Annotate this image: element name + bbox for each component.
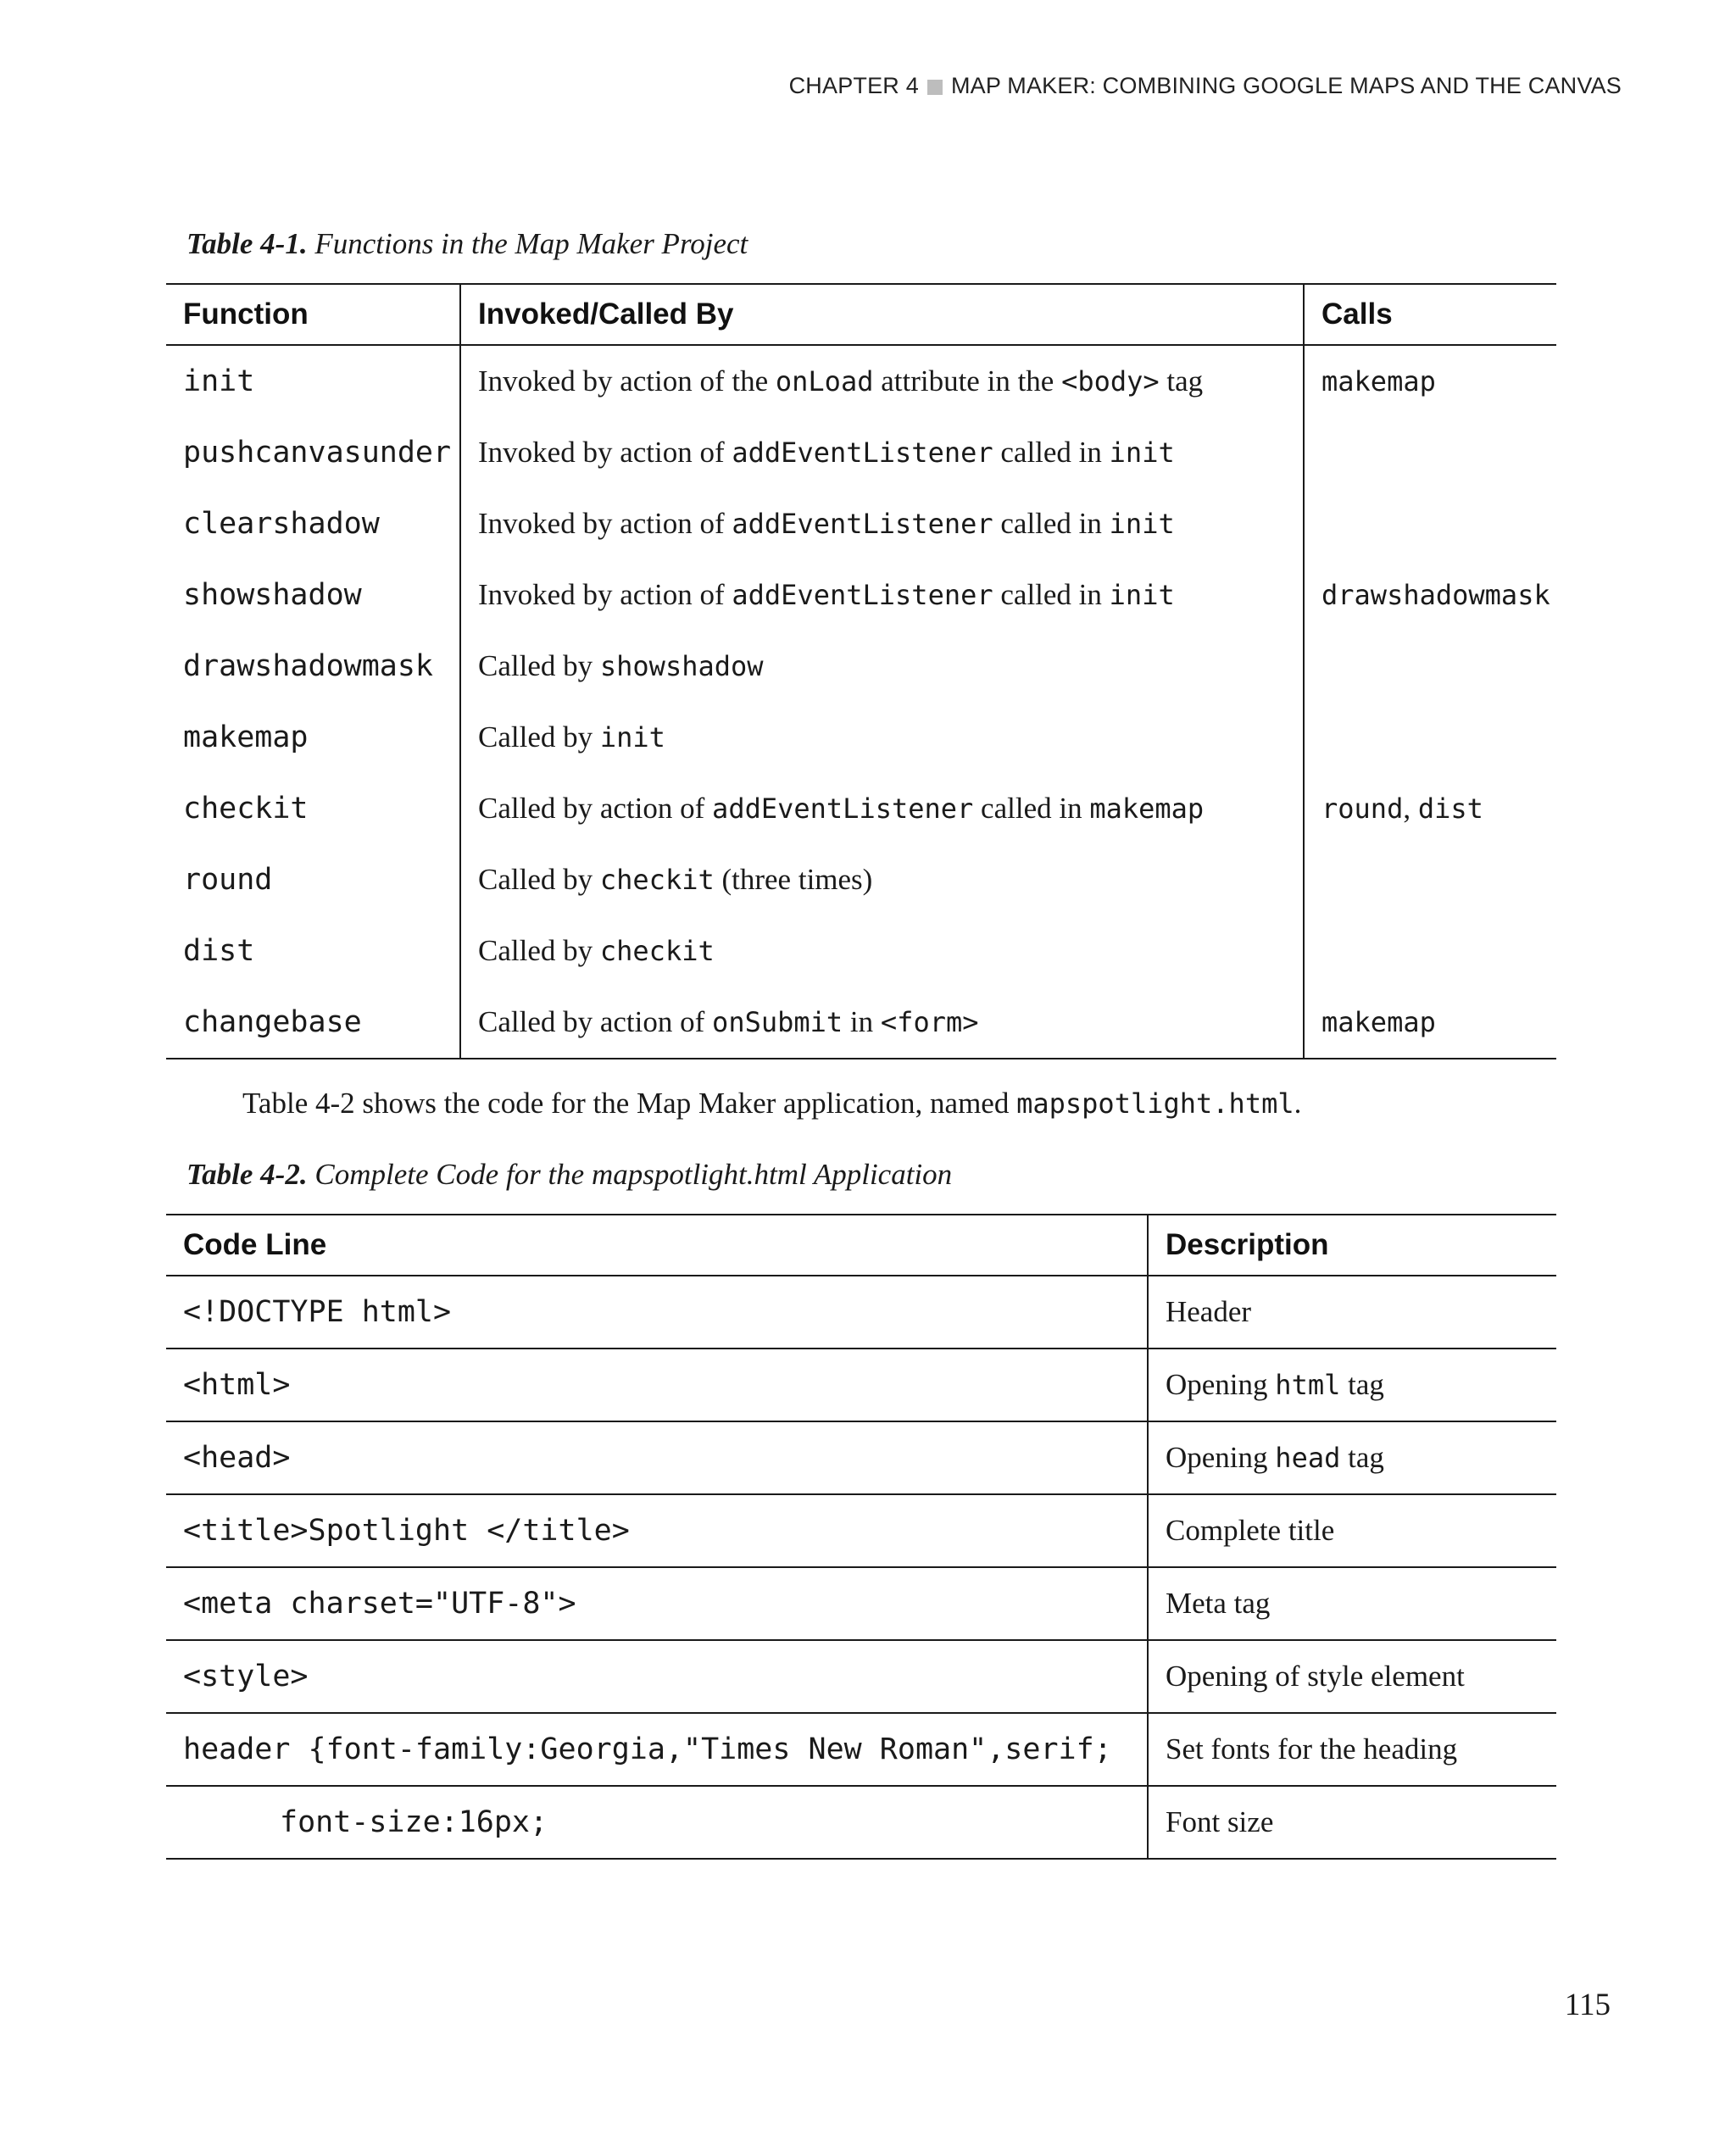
code-text: addEventListener — [732, 579, 993, 611]
function-name: checkit — [183, 792, 309, 826]
function-cell — [166, 488, 460, 559]
plain-text: Invoked by action of the — [478, 364, 776, 398]
column-header-invoked: Invoked/Called By — [460, 284, 1304, 345]
table-row — [166, 1640, 1556, 1713]
function-name: dist — [183, 934, 255, 968]
code-text: checkit — [599, 935, 715, 967]
plain-text: Invoked by action of — [478, 436, 732, 469]
separator-square-icon — [927, 80, 943, 95]
calls-cell — [1304, 488, 1556, 559]
code-text: showshadow — [599, 650, 764, 682]
functions-table-body — [166, 345, 1556, 1059]
code-text: init — [1109, 508, 1175, 540]
paragraph-code: mapspotlight.html — [1016, 1087, 1294, 1120]
table2-caption-text: Complete Code for the mapspotlight.html Application — [314, 1158, 953, 1191]
calls-cell — [1304, 631, 1556, 702]
paragraph-text: Table 4-2 shows the code for the Map Maker application, named — [242, 1087, 1017, 1120]
function-cell — [166, 773, 460, 844]
function-cell — [166, 702, 460, 773]
description-cell — [1148, 1640, 1556, 1713]
code-text: addEventListener — [712, 792, 974, 825]
table-row — [166, 702, 1556, 773]
function-cell — [166, 915, 460, 987]
invoked-cell — [460, 631, 1304, 702]
plain-text: tag — [1340, 1441, 1384, 1474]
code-text: onSubmit — [712, 1006, 843, 1038]
plain-text: Header — [1166, 1295, 1252, 1328]
table-row — [166, 1276, 1556, 1349]
description-cell — [1148, 1349, 1556, 1421]
calls-cell — [1304, 844, 1556, 915]
plain-text: called in — [993, 507, 1110, 540]
code-line-cell: <head> — [166, 1421, 1148, 1494]
description-cell — [1148, 1421, 1556, 1494]
function-name: changebase — [183, 1005, 362, 1039]
description-cell — [1148, 1276, 1556, 1349]
plain-text: (three times) — [714, 863, 873, 896]
table-row — [166, 559, 1556, 631]
code-line-cell: <!DOCTYPE html> — [166, 1276, 1148, 1349]
table-row — [166, 915, 1556, 987]
plain-text: called in — [993, 436, 1110, 469]
code-text: dist — [1417, 792, 1483, 825]
code-line-cell: header {font-family:Georgia,"Times New Roman",serif; — [166, 1713, 1148, 1786]
function-name: drawshadowmask — [183, 649, 434, 683]
plain-text: tag — [1159, 364, 1204, 398]
table-row — [166, 987, 1556, 1059]
code-table — [166, 1214, 1556, 1860]
function-cell — [166, 345, 460, 417]
running-head — [789, 73, 1622, 99]
plain-text: Called by action of — [478, 1005, 713, 1038]
function-name: clearshadow — [183, 507, 380, 541]
function-cell — [166, 559, 460, 631]
invoked-cell — [460, 559, 1304, 631]
code-text: makemap — [1089, 792, 1205, 825]
invoked-cell — [460, 488, 1304, 559]
function-name: pushcanvasunder — [183, 436, 452, 470]
plain-text: Opening of style element — [1166, 1660, 1465, 1693]
plain-text: tag — [1340, 1368, 1384, 1401]
function-name: round — [183, 863, 273, 897]
table-row — [166, 1494, 1556, 1567]
table-row — [166, 1421, 1556, 1494]
running-head-title: MAP MAKER: COMBINING GOOGLE MAPS AND THE CANVAS — [950, 73, 1622, 98]
function-cell — [166, 987, 460, 1059]
code-text: init — [1109, 579, 1175, 611]
table2-caption — [186, 1158, 952, 1192]
function-name: makemap — [183, 720, 309, 754]
code-text: round — [1321, 792, 1404, 825]
description-cell — [1148, 1567, 1556, 1640]
table1-caption-text: Functions in the Map Maker Project — [314, 227, 748, 260]
invoked-cell — [460, 915, 1304, 987]
code-table-body — [166, 1276, 1556, 1859]
table-row — [166, 1713, 1556, 1786]
table1-caption — [186, 227, 748, 261]
code-line-cell: <meta charset="UTF-8"> — [166, 1567, 1148, 1640]
plain-text: Font size — [1166, 1805, 1274, 1838]
plain-text: Called by — [478, 720, 600, 754]
table-row — [166, 773, 1556, 844]
code-text: checkit — [599, 864, 715, 896]
plain-text: called in — [993, 578, 1110, 611]
table-row — [166, 345, 1556, 417]
plain-text: Invoked by action of — [478, 578, 732, 611]
description-cell — [1148, 1786, 1556, 1859]
code-text: init — [599, 721, 665, 754]
plain-text: Meta tag — [1166, 1587, 1271, 1620]
code-text: drawshadowmask — [1321, 579, 1550, 611]
calls-cell — [1304, 987, 1556, 1059]
code-text: addEventListener — [732, 437, 993, 469]
table-row — [166, 844, 1556, 915]
code-line-cell: <title>Spotlight </title> — [166, 1494, 1148, 1567]
code-text: addEventListener — [732, 508, 993, 540]
table-row — [166, 1349, 1556, 1421]
code-text: head — [1275, 1442, 1341, 1474]
calls-cell — [1304, 345, 1556, 417]
invoked-cell — [460, 417, 1304, 488]
function-cell — [166, 417, 460, 488]
code-text: makemap — [1321, 365, 1436, 398]
table-row — [166, 1786, 1556, 1859]
code-text: init — [1109, 437, 1175, 469]
paragraph-end: . — [1294, 1087, 1302, 1120]
invoked-cell — [460, 987, 1304, 1059]
description-cell — [1148, 1713, 1556, 1786]
invoked-cell — [460, 844, 1304, 915]
plain-text: Called by action of — [478, 792, 713, 825]
code-line-cell: <style> — [166, 1640, 1148, 1713]
code-text: onLoad — [775, 365, 874, 398]
function-cell — [166, 844, 460, 915]
plain-text: Set fonts for the heading — [1166, 1732, 1458, 1766]
page-number: 115 — [1564, 1988, 1611, 2022]
plain-text: Opening — [1166, 1368, 1276, 1401]
code-text: <form> — [880, 1006, 979, 1038]
description-cell — [1148, 1494, 1556, 1567]
plain-text: Complete title — [1166, 1514, 1335, 1547]
table-header-row — [166, 1215, 1556, 1276]
code-text: html — [1275, 1369, 1341, 1401]
code-line-cell: <html> — [166, 1349, 1148, 1421]
column-header-function: Function — [166, 284, 460, 345]
table2-caption-number: Table 4-2. — [186, 1158, 308, 1191]
table-row — [166, 631, 1556, 702]
column-header-code-line: Code Line — [166, 1215, 1148, 1276]
invoked-cell — [460, 773, 1304, 844]
invoked-cell — [460, 702, 1304, 773]
code-text: <body> — [1061, 365, 1160, 398]
calls-cell — [1304, 702, 1556, 773]
table1-caption-number: Table 4-1. — [186, 227, 308, 260]
code-line-cell: font-size:16px; — [166, 1786, 1148, 1859]
body-paragraph — [242, 1087, 1301, 1121]
function-cell — [166, 631, 460, 702]
plain-text: called in — [973, 792, 1090, 825]
code-text: makemap — [1321, 1006, 1436, 1038]
plain-text: Called by — [478, 863, 600, 896]
table-row — [166, 488, 1556, 559]
plain-text: attribute in the — [873, 364, 1062, 398]
calls-cell — [1304, 915, 1556, 987]
functions-table — [166, 283, 1556, 1059]
plain-text: , — [1403, 792, 1418, 825]
calls-cell — [1304, 773, 1556, 844]
calls-cell — [1304, 559, 1556, 631]
plain-text: Opening — [1166, 1441, 1276, 1474]
invoked-cell — [460, 345, 1304, 417]
table-row — [166, 417, 1556, 488]
plain-text: in — [843, 1005, 881, 1038]
plain-text: Invoked by action of — [478, 507, 732, 540]
column-header-description: Description — [1148, 1215, 1556, 1276]
running-head-chapter: CHAPTER 4 — [788, 73, 919, 98]
column-header-calls: Calls — [1304, 284, 1556, 345]
plain-text: Called by — [478, 934, 600, 967]
table-header-row — [166, 284, 1556, 345]
function-name: init — [183, 364, 255, 398]
function-name: showshadow — [183, 578, 362, 612]
calls-cell — [1304, 417, 1556, 488]
table-row — [166, 1567, 1556, 1640]
plain-text: Called by — [478, 649, 600, 682]
